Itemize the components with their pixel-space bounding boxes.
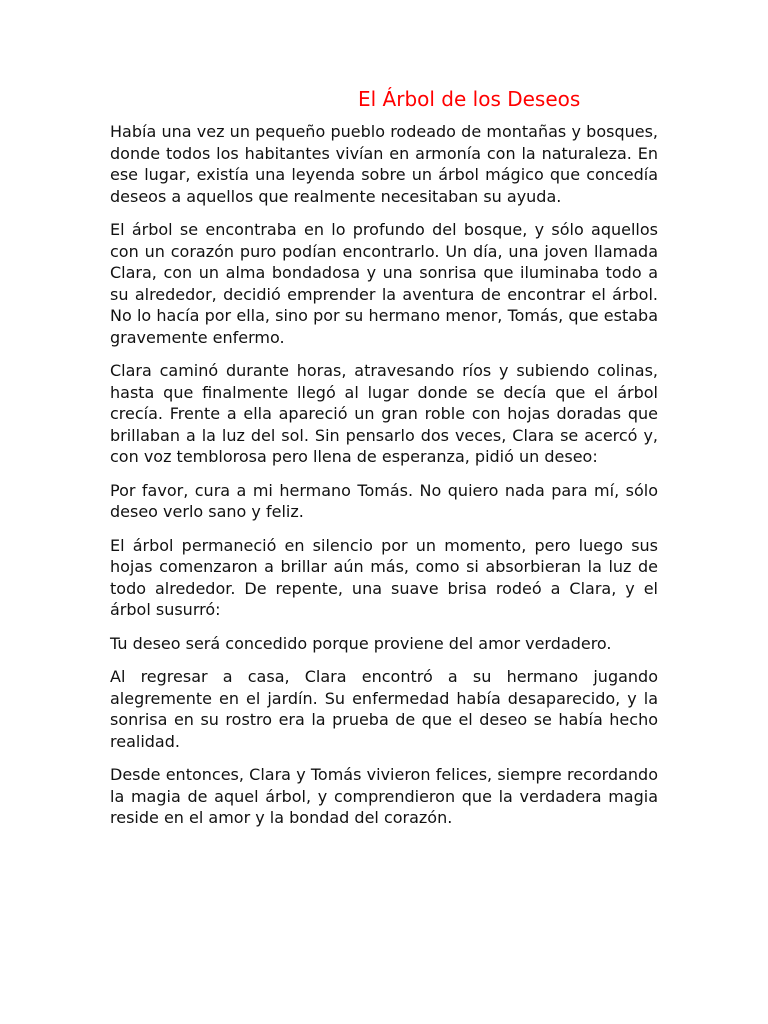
paragraph: El árbol se encontraba en lo profundo del bosque, y sólo aquellos con un corazón puro podían encontrarlo. Un día, una joven llamada Clara, con un alma bondadosa y una sonrisa que iluminaba todo a su alrededor, decidió emprender la aventura de encontrar el árbol. No lo hacía por ella, sino por su hermano menor, Tomás, que estaba gravemente enfermo. <box>110 220 658 347</box>
paragraph: Desde entonces, Clara y Tomás vivieron felices, siempre recordando la magia de aquel árbol, y comprendieron que la verdadera magia reside en el amor y la bondad del corazón. <box>110 765 658 827</box>
paragraph: Había una vez un pequeño pueblo rodeado de montañas y bosques, donde todos los habitantes vivían en armonía con la naturaleza. En ese lugar, existía una leyenda sobre un árbol mágico que concedía deseos a aquellos que realmente necesitaban su ayuda. <box>110 122 658 206</box>
paragraph: El árbol permaneció en silencio por un momento, pero luego sus hojas comenzaron a brillar aún más, como si absorbieran la luz de todo alrededor. De repente, una suave brisa rodeó a Clara, y el árbol susurró: <box>110 535 658 619</box>
paragraph: Clara caminó durante horas, atravesando ríos y subiendo colinas, hasta que finalmente llegó al lugar donde se decía que el árbol crecía. Frente a ella apareció un gran roble con hojas doradas que brillaban a la luz del sol. Sin pensarlo dos veces, Clara se acercó y, con voz temblorosa pero llena de esperanza, pidió un deseo: <box>110 361 658 466</box>
paragraph: Al regresar a casa, Clara encontró a su hermano jugando alegremente en el jardín. Su enfermedad había desaparecido, y la sonrisa en su rostro era la prueba de que el deseo se había hecho realidad. <box>110 667 658 751</box>
document-title: El Árbol de los Deseos <box>358 87 581 111</box>
paragraph: Por favor, cura a mi hermano Tomás. No quiero nada para mí, sólo deseo verlo sano y feliz. <box>110 480 658 521</box>
paragraph: Tu deseo será concedido porque proviene del amor verdadero. <box>110 633 612 653</box>
document-body <box>110 121 658 841</box>
